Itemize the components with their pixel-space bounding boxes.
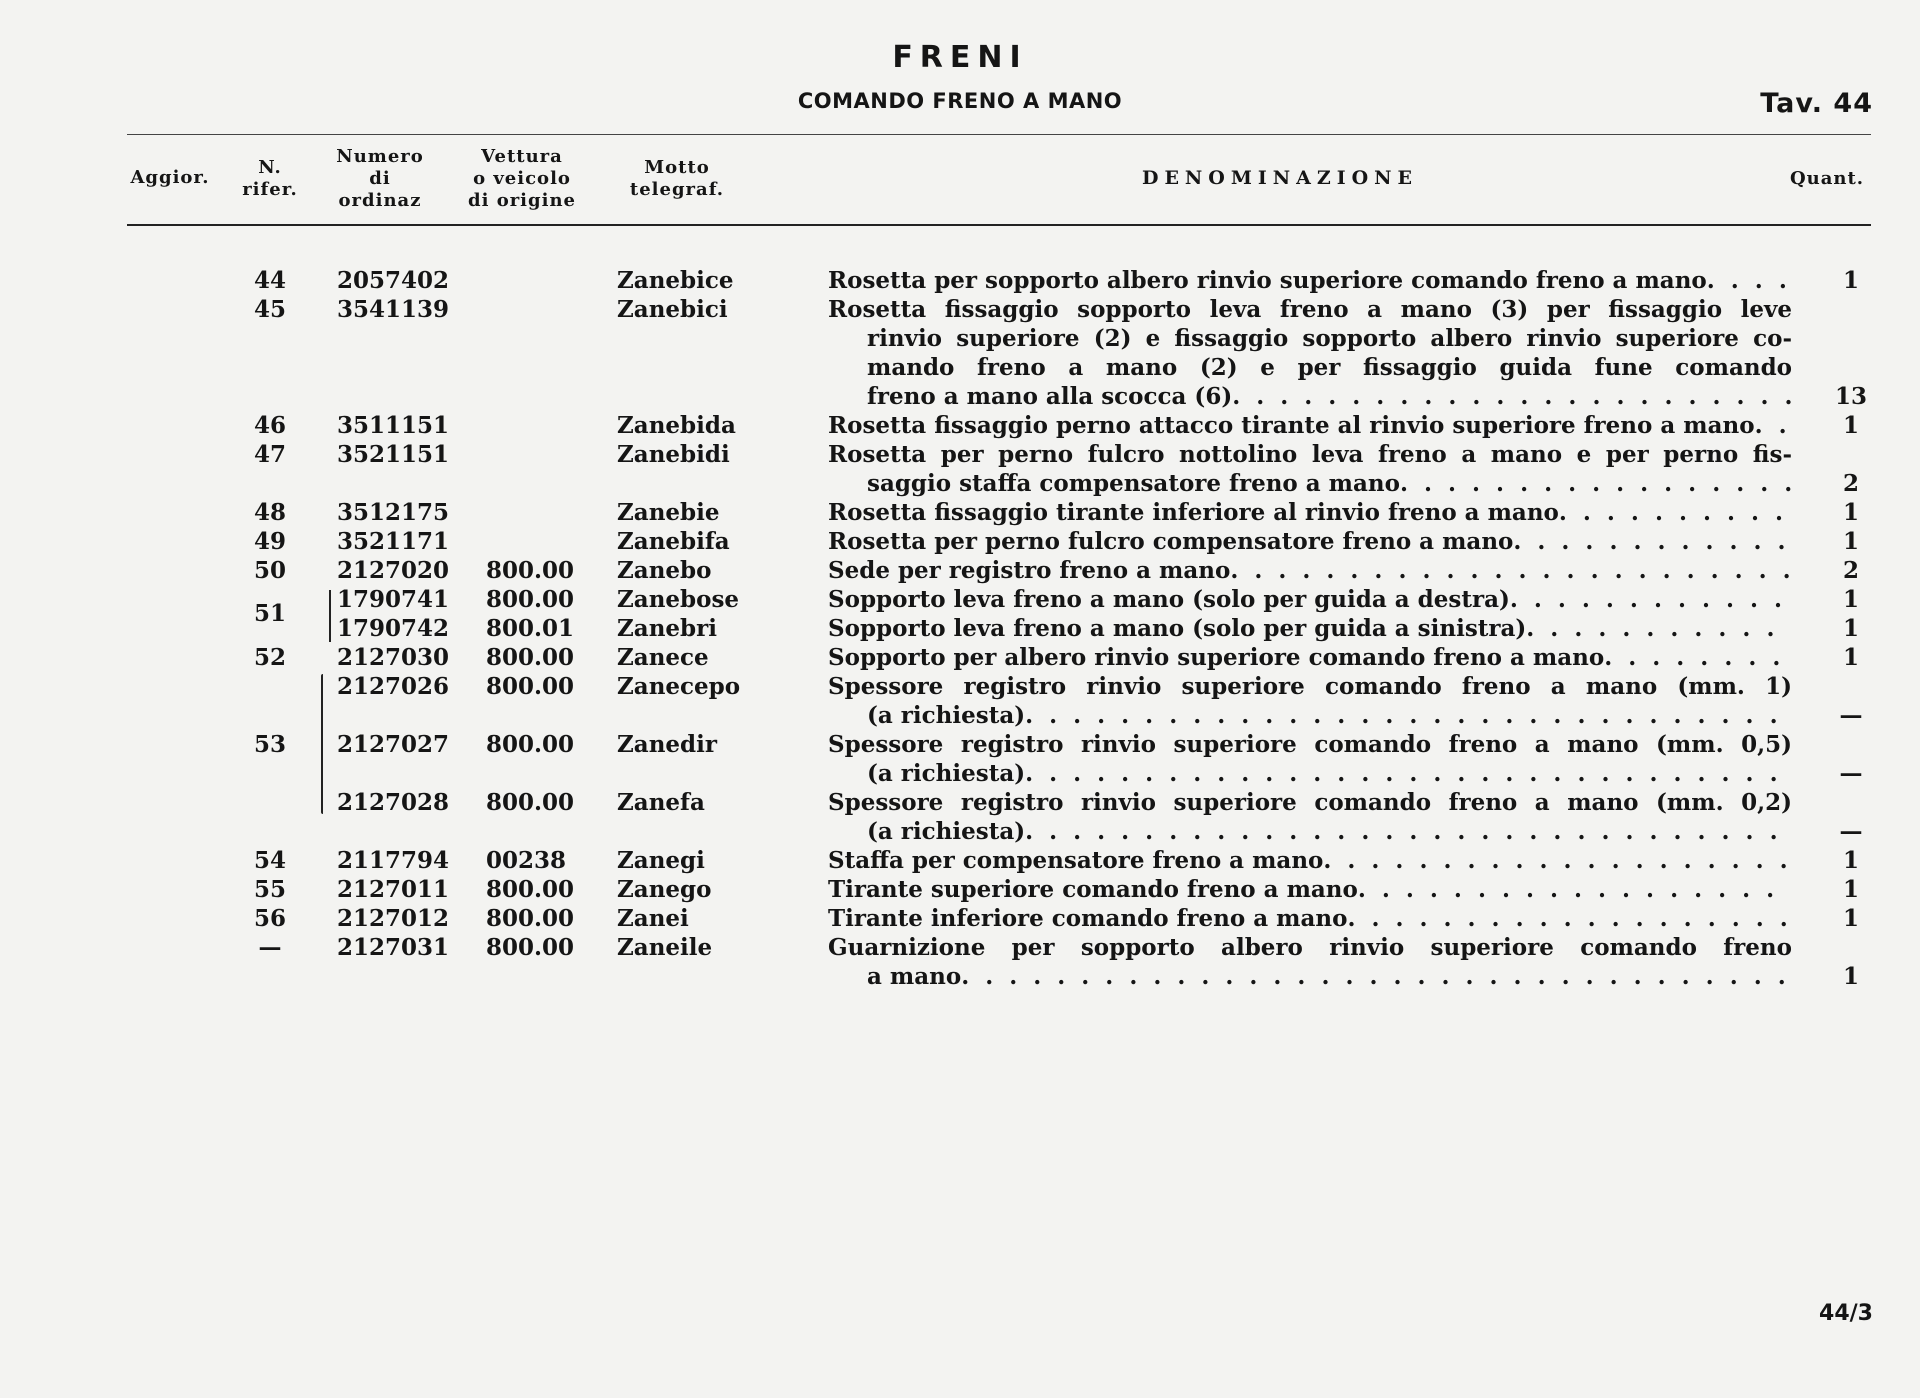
table-row xyxy=(0,266,1920,295)
description-line: Rosetta fissaggio perno attacco tirante al rinvio superiore freno a mano . . . xyxy=(828,411,1792,440)
ref-number: 47 xyxy=(253,441,286,468)
quantity: 1 xyxy=(1842,412,1859,439)
description-line: mando freno a mano (2) e per fissaggio guida fune comando xyxy=(867,354,1792,381)
part-number: 2117794 xyxy=(337,847,450,874)
column-header-quant: Quant. xyxy=(1789,168,1865,189)
telegraph-code: Zanecepo xyxy=(617,673,741,700)
description xyxy=(828,266,1792,295)
part-number: 2057402 xyxy=(337,267,450,294)
table-row xyxy=(0,672,1920,730)
description-line: Rosetta fissaggio sopporto leva freno a mano (3) per fissaggio leve xyxy=(828,296,1792,323)
ref-number: 55 xyxy=(253,876,286,903)
description xyxy=(828,498,1792,527)
description-line: Rosetta per perno fulcro nottolino leva freno a mano e per perno fis- xyxy=(828,441,1792,468)
part-number: 2127027 xyxy=(337,731,450,758)
part-number: 3521171 xyxy=(337,528,450,555)
description-line: Sede per registro freno a mano . . . xyxy=(828,556,1792,585)
quantity: — xyxy=(1839,818,1863,845)
quantity: 1 xyxy=(1842,267,1859,294)
vehicle-origin: 800.00 xyxy=(486,876,575,903)
table-row xyxy=(0,527,1920,556)
telegraph-code: Zanebie xyxy=(617,499,720,526)
column-header-aggior: Aggior. xyxy=(130,167,210,188)
part-number: 2127012 xyxy=(337,905,450,932)
table-row xyxy=(0,875,1920,904)
vehicle-origin: 800.00 xyxy=(486,557,575,584)
column-header-vettura: Vettura o veicolo di origine xyxy=(468,146,576,211)
ref-number: 49 xyxy=(253,528,286,555)
quantity: 1 xyxy=(1842,528,1859,555)
description xyxy=(828,643,1792,672)
telegraph-code: Zanece xyxy=(617,644,709,671)
description xyxy=(828,440,1792,498)
telegraph-code: Zanebose xyxy=(617,586,740,613)
quantity: 2 xyxy=(1842,557,1859,584)
part-number: 3521151 xyxy=(337,441,450,468)
description-line: Spessore registro rinvio superiore comando freno a mano (mm. 1) xyxy=(828,673,1792,700)
vehicle-origin: 800.00 xyxy=(486,731,575,758)
part-number: 3541139 xyxy=(337,296,450,323)
table-row xyxy=(0,585,1920,627)
row-53-brace xyxy=(321,674,323,814)
page-title: FRENI xyxy=(892,40,1028,75)
description xyxy=(828,295,1792,411)
description xyxy=(828,527,1792,556)
telegraph-code: Zanebidi xyxy=(617,441,730,468)
description xyxy=(828,788,1792,846)
quantity: 13 xyxy=(1834,383,1867,410)
quantity: 1 xyxy=(1842,586,1859,613)
description xyxy=(828,585,1792,614)
part-number: 1790741 xyxy=(337,586,450,613)
description-line: freno a mano alla scocca (6) . . . xyxy=(828,382,1792,411)
telegraph-code: Zanebri xyxy=(617,615,717,642)
table-reference: Tav. 44 xyxy=(1760,88,1873,119)
vehicle-origin: 800.00 xyxy=(486,905,575,932)
quantity: 1 xyxy=(1842,963,1859,990)
description-line: Staffa per compensatore freno a mano . . . xyxy=(828,846,1792,875)
quantity: — xyxy=(1839,702,1863,729)
vehicle-origin: 800.01 xyxy=(486,615,575,642)
quantity: — xyxy=(1839,760,1863,787)
page-number: 44/3 xyxy=(1819,1301,1873,1326)
ref-number: 51 xyxy=(253,600,286,627)
table-row xyxy=(0,643,1920,672)
table-row xyxy=(0,933,1920,991)
description-line: saggio staffa compensatore freno a mano . . . xyxy=(828,469,1792,498)
description-line: a mano . . . xyxy=(828,962,1792,991)
ref-number: 45 xyxy=(253,296,286,323)
description-line: Rosetta fissaggio tirante inferiore al rinvio freno a mano . . . xyxy=(828,498,1792,527)
description-line: Tirante inferiore comando freno a mano . . . xyxy=(828,904,1792,933)
description-line: (a richiesta) . . . xyxy=(828,701,1792,730)
description-line: Guarnizione per sopporto albero rinvio superiore comando freno xyxy=(828,934,1792,961)
header-top-rule xyxy=(127,134,1871,135)
ref-number: 52 xyxy=(253,644,286,671)
quantity: 1 xyxy=(1842,905,1859,932)
vehicle-origin: 800.00 xyxy=(486,789,575,816)
description-line: Sopporto leva freno a mano (solo per guida a sinistra) . . . xyxy=(828,614,1792,643)
table-row xyxy=(0,788,1920,846)
description-line: Sopporto leva freno a mano (solo per guida a destra) . . . xyxy=(828,585,1792,614)
part-number: 2127020 xyxy=(337,557,450,584)
description-line: Spessore registro rinvio superiore comando freno a mano (mm. 0,2) xyxy=(828,789,1792,816)
telegraph-code: Zanego xyxy=(617,876,712,903)
telegraph-code: Zanebice xyxy=(617,267,734,294)
table-row xyxy=(0,730,1920,788)
vehicle-origin: 800.00 xyxy=(486,673,575,700)
quantity: 1 xyxy=(1842,644,1859,671)
ref-number: 54 xyxy=(253,847,286,874)
vehicle-origin: 800.00 xyxy=(486,934,575,961)
vehicle-origin: 00238 xyxy=(486,847,567,874)
part-number: 2127031 xyxy=(337,934,450,961)
table-row xyxy=(0,846,1920,875)
description-line: Rosetta per sopporto albero rinvio superiore comando freno a mano . . . xyxy=(828,266,1792,295)
description xyxy=(828,904,1792,933)
quantity: 1 xyxy=(1842,876,1859,903)
table-row xyxy=(0,440,1920,498)
part-number: 2127011 xyxy=(337,876,450,903)
table-row xyxy=(0,904,1920,933)
quantity: 1 xyxy=(1842,847,1859,874)
table-row xyxy=(0,295,1920,411)
quantity: 2 xyxy=(1842,470,1859,497)
part-number: 2127028 xyxy=(337,789,450,816)
telegraph-code: Zanebici xyxy=(617,296,728,323)
vehicle-origin: 800.00 xyxy=(486,586,575,613)
telegraph-code: Zanegi xyxy=(617,847,705,874)
description xyxy=(828,411,1792,440)
telegraph-code: Zanefa xyxy=(617,789,705,816)
column-header-motto: Motto telegraf. xyxy=(629,157,725,200)
column-header-denominazione: DENOMINAZIONE xyxy=(1141,167,1419,189)
telegraph-code: Zanebo xyxy=(617,557,712,584)
description xyxy=(828,614,1792,643)
description-line: Spessore registro rinvio superiore comando freno a mano (mm. 0,5) xyxy=(828,731,1792,758)
description xyxy=(828,933,1792,991)
column-header-numero: Numero di ordinaz xyxy=(336,146,424,211)
ref-number: 56 xyxy=(253,905,286,932)
table-row xyxy=(0,614,1920,643)
page-subtitle: COMANDO FRENO A MANO xyxy=(797,89,1123,113)
ref-number: 46 xyxy=(253,412,286,439)
column-header-rifer: N. rifer. xyxy=(242,157,298,200)
table-row xyxy=(0,411,1920,440)
telegraph-code: Zanedir xyxy=(617,731,717,758)
row-51-brace xyxy=(329,590,331,642)
table-row xyxy=(0,556,1920,585)
quantity: 1 xyxy=(1842,615,1859,642)
part-number: 3511151 xyxy=(337,412,450,439)
description-line: rinvio superiore (2) e fissaggio sopporto albero rinvio superiore co- xyxy=(867,325,1792,352)
header-bottom-rule xyxy=(127,224,1871,226)
description xyxy=(828,672,1792,730)
telegraph-code: Zanebifa xyxy=(617,528,730,555)
description-line: (a richiesta) . . . xyxy=(828,759,1792,788)
description-line: Tirante superiore comando freno a mano . . . xyxy=(828,875,1792,904)
part-number: 1790742 xyxy=(337,615,450,642)
ref-number: — xyxy=(258,934,282,961)
parts-table xyxy=(0,266,1920,991)
telegraph-code: Zanebida xyxy=(617,412,736,439)
telegraph-code: Zaneile xyxy=(617,934,713,961)
description-line: (a richiesta) . . . xyxy=(828,817,1792,846)
ref-number: 50 xyxy=(253,557,286,584)
description xyxy=(828,875,1792,904)
quantity: 1 xyxy=(1842,499,1859,526)
description xyxy=(828,846,1792,875)
vehicle-origin: 800.00 xyxy=(486,644,575,671)
ref-number: 44 xyxy=(253,267,286,294)
description xyxy=(828,730,1792,788)
ref-number: 53 xyxy=(253,731,286,758)
description-line: Rosetta per perno fulcro compensatore freno a mano . . . xyxy=(828,527,1792,556)
ref-number: 48 xyxy=(253,499,286,526)
description xyxy=(828,556,1792,585)
description-line: Sopporto per albero rinvio superiore comando freno a mano . . . xyxy=(828,643,1792,672)
table-row xyxy=(0,498,1920,527)
part-number: 2127030 xyxy=(337,644,450,671)
part-number: 3512175 xyxy=(337,499,450,526)
part-number: 2127026 xyxy=(337,673,450,700)
telegraph-code: Zanei xyxy=(617,905,689,932)
